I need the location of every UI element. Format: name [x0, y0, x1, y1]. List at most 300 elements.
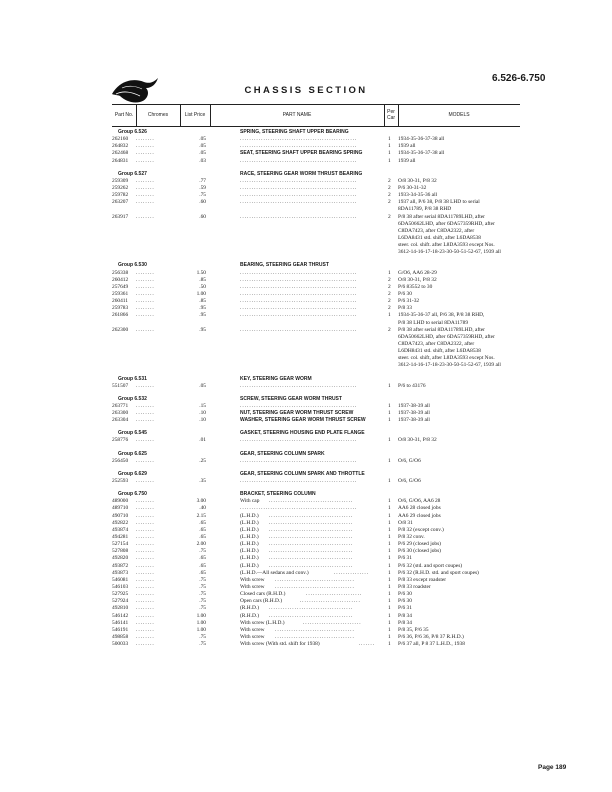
table-row — [112, 270, 532, 277]
leader-dots: ........ — [136, 555, 155, 562]
list-price: .95 — [199, 305, 206, 312]
models-cell: G/O6, AA6 28-29 — [398, 269, 437, 276]
leader-dots: ........ — [136, 150, 155, 157]
per-car: 1 — [388, 584, 391, 591]
table-row — [112, 383, 532, 390]
table-row — [112, 277, 532, 284]
list-price: 1.00 — [196, 619, 206, 626]
table-row — [112, 513, 532, 520]
models-cell: 6DA50662LHD, after 6DA57359RHD, after — [398, 333, 495, 340]
models-cell: 1937-38-39 all — [398, 417, 430, 424]
part-name: (R.H.D.) — [240, 605, 260, 612]
group-header-row — [112, 430, 532, 437]
continuation-row — [112, 320, 532, 327]
part-name: With screw (L.H.D.) — [240, 619, 285, 626]
part-number: 259361 — [112, 290, 129, 297]
leader-dots: ........ — [136, 192, 155, 199]
list-price: .75 — [199, 605, 206, 612]
list-price: .65 — [199, 519, 206, 526]
per-car: 1 — [388, 437, 391, 444]
leader-dots: ........ — [136, 136, 155, 143]
per-car: 1 — [388, 417, 391, 424]
models-cell: O/6, G/O6, AA6 28 — [398, 498, 441, 505]
part-name: With screw — [240, 626, 265, 633]
part-number: 546141 — [112, 619, 129, 626]
list-price: .05 — [199, 150, 206, 157]
group-header-row — [112, 376, 532, 383]
list-price: .85 — [199, 298, 206, 305]
leader-dots: .................................................. — [240, 312, 358, 319]
leader-dots: .................................................. — [240, 437, 358, 444]
continuation-row — [112, 221, 532, 228]
per-car: 1 — [388, 269, 391, 276]
leader-dots: .................................................. — [240, 457, 358, 464]
per-car: 1 — [388, 605, 391, 612]
page-number: Page 189 — [538, 764, 567, 771]
table-row — [112, 620, 532, 627]
group-header-row — [112, 171, 532, 178]
part-number: 264832 — [112, 143, 129, 150]
leader-dots: ........ — [136, 290, 155, 297]
part-number: 260411 — [112, 298, 128, 305]
leader-dots: ........ — [136, 478, 155, 485]
models-cell: P/8 32 (except conv.) — [398, 526, 444, 533]
models-cell: P/6 31 — [398, 555, 412, 562]
models-cell: P/6 30 — [398, 290, 412, 297]
per-car: 1 — [388, 526, 391, 533]
part-number: 261866 — [112, 312, 129, 319]
leader-dots: ........ — [136, 498, 155, 505]
list-price: .75 — [199, 641, 206, 648]
models-cell: P/6 31 — [398, 605, 412, 612]
leader-dots: .................................................. — [240, 269, 358, 276]
per-car: 2 — [388, 177, 391, 184]
leader-dots: ........ — [136, 598, 155, 605]
leader-dots: ....... — [358, 641, 376, 648]
part-number: 259262 — [112, 184, 129, 191]
part-name: With screw (With std. shift for 1938) — [240, 641, 320, 648]
leader-dots: ........ — [136, 519, 155, 526]
leader-dots: .................................................. — [240, 157, 358, 164]
models-cell: P/6 30-31-32 — [398, 184, 427, 191]
leader-dots: .................................... — [268, 541, 354, 548]
part-name: (L.H.D.) — [240, 534, 259, 541]
group-header-row — [112, 471, 532, 478]
group-header-row — [112, 451, 532, 458]
list-price: .75 — [199, 192, 206, 199]
part-number: 262468 — [112, 150, 129, 157]
per-car: 1 — [388, 634, 391, 640]
part-name: (L.H.D.) — [240, 526, 259, 533]
group-number: Group 6.526 — [118, 129, 147, 135]
models-cell: 1939 all — [398, 143, 416, 150]
leader-dots: .................................... — [268, 605, 354, 612]
part-name: NUT, STEERING GEAR WORM THRUST SCREW — [240, 410, 354, 417]
list-price: .65 — [199, 569, 206, 576]
part-number: 527924 — [112, 598, 129, 605]
list-price: .95 — [199, 312, 206, 319]
table-row — [112, 178, 532, 185]
models-cell: P/8 33 — [398, 305, 412, 312]
leader-dots: .................................... — [268, 612, 354, 619]
table-row — [112, 548, 532, 555]
leader-dots: ........ — [136, 199, 155, 206]
per-car: 1 — [388, 612, 391, 619]
per-car: 2 — [388, 326, 391, 333]
table-row — [112, 605, 532, 612]
part-name: (L.H.D.) — [240, 541, 259, 548]
models-cell: P/8 34 — [398, 612, 412, 619]
list-price: .65 — [199, 534, 206, 541]
list-price: .65 — [199, 526, 206, 533]
leader-dots: ........ — [136, 534, 155, 541]
list-price: .85 — [199, 276, 206, 283]
part-number: 263771 — [112, 402, 129, 409]
list-price: .50 — [199, 283, 206, 290]
models-cell: P/8 32 conv. — [398, 534, 425, 541]
leader-dots: ........ — [136, 213, 155, 220]
col-part-name: PART NAME — [282, 111, 312, 118]
part-number: 252593 — [112, 478, 129, 485]
models-cell: P/6 32 (std. and sport coupes) — [398, 562, 463, 569]
table-row — [112, 577, 532, 584]
leader-dots: ........ — [136, 437, 155, 444]
list-price: 1.50 — [196, 269, 206, 276]
table-row — [112, 192, 532, 199]
models-cell: AA6 29 closed jobs — [398, 512, 441, 519]
col-part-no: Part No. — [114, 111, 134, 118]
table-row — [112, 598, 532, 605]
per-car: 1 — [388, 143, 391, 150]
table-row — [112, 613, 532, 620]
table-row — [112, 298, 532, 305]
part-number: 263207 — [112, 199, 129, 206]
per-car: 1 — [388, 505, 391, 512]
models-cell: P/8 33 roadster — [398, 584, 431, 591]
part-number: 490710 — [112, 512, 129, 519]
list-price: .75 — [199, 584, 206, 591]
list-price: .77 — [199, 177, 206, 184]
table-row — [112, 136, 532, 143]
models-cell: C8DA7423, after C8DA2322, after — [398, 340, 475, 347]
list-price: .05 — [199, 382, 206, 389]
table-row — [112, 150, 532, 157]
models-cell: steer. col. shift. after L8DA3593 except Nos. — [398, 242, 495, 249]
list-price: .05 — [199, 143, 206, 150]
list-price: 2.00 — [196, 541, 206, 548]
leader-dots: .................................................. — [240, 290, 358, 297]
leader-dots: ........ — [136, 548, 155, 555]
leader-dots: .................................. — [275, 584, 355, 591]
models-cell: 1934-35-36-37 all, P/6 38, P/8 38 RHD, — [398, 312, 485, 319]
part-number: 256450 — [112, 457, 129, 464]
models-cell: P/6 30 — [398, 591, 412, 598]
per-car: 1 — [388, 402, 391, 409]
list-price: .05 — [199, 136, 206, 143]
part-number: 527808 — [112, 548, 129, 555]
part-number: 259309 — [112, 177, 129, 184]
models-cell: P/8 38 after serial 8DA11789LHD, after — [398, 326, 485, 333]
per-car: 1 — [388, 410, 391, 417]
list-price: .75 — [199, 634, 206, 640]
part-number: 527154 — [112, 541, 129, 548]
leader-dots: .................................................. — [240, 283, 358, 290]
part-name: (L.H.D.) — [240, 519, 259, 526]
part-number: 259783 — [112, 305, 129, 312]
group-number: Group 6.629 — [118, 470, 147, 477]
leader-dots: ........ — [136, 457, 155, 464]
group-range: 6.526-6.750 — [492, 73, 546, 84]
table-row — [112, 627, 532, 634]
leader-dots: .................................................. — [240, 402, 358, 409]
table-row — [112, 584, 532, 591]
table-row — [112, 327, 532, 334]
leader-dots: ........ — [136, 283, 155, 290]
models-cell: P/8 35, P/6 35 — [398, 626, 429, 633]
leader-dots: ........ — [136, 157, 155, 164]
part-name: With screw — [240, 584, 265, 591]
continuation-row — [112, 242, 532, 249]
part-number: 546142 — [112, 612, 129, 619]
leader-dots: ........ — [136, 562, 155, 569]
per-car: 2 — [388, 213, 391, 220]
per-car: 1 — [388, 562, 391, 569]
group-header-row — [112, 262, 532, 269]
per-car: 1 — [388, 457, 391, 464]
per-car: 1 — [388, 541, 391, 548]
leader-dots: ........ — [136, 626, 155, 633]
part-number: 546191 — [112, 626, 129, 633]
col-per-car: Per Car — [386, 109, 396, 121]
leader-dots: ........ — [136, 410, 155, 417]
col-models: MODELS — [448, 111, 470, 118]
part-name: BEARING, STEERING GEAR THRUST — [240, 262, 329, 269]
models-cell: P/6 to 43176 — [398, 382, 426, 389]
part-number: 262300 — [112, 326, 129, 333]
group-number: Group 6.750 — [118, 491, 147, 498]
list-price: .75 — [199, 591, 206, 598]
models-cell: O/8 31 — [398, 519, 413, 526]
models-cell: P/6 29 (closed jobs) — [398, 541, 441, 548]
leader-dots: .................................................. — [240, 505, 358, 512]
table-row — [112, 143, 532, 150]
part-number: 551507 — [112, 382, 129, 389]
per-car: 1 — [388, 576, 391, 583]
leader-dots: .................................... — [268, 498, 354, 505]
part-name: WASHER, STEERING GEAR WORM THRUST SCREW — [240, 417, 366, 424]
table-row — [112, 291, 532, 298]
part-number: 527925 — [112, 591, 129, 598]
models-cell: 8DA11789, P/8 38 RHD — [398, 206, 452, 213]
per-car: 1 — [388, 136, 391, 143]
part-name: BRACKET, STEERING COLUMN — [240, 491, 316, 498]
part-number: 492810 — [112, 605, 129, 612]
list-price: .75 — [199, 548, 206, 555]
table-row — [112, 305, 532, 312]
part-name: (L.H.D.) — [240, 562, 259, 569]
models-cell: O/8 30-31, P/8 32 — [398, 177, 437, 184]
part-number: 492820 — [112, 555, 129, 562]
per-car: 1 — [388, 591, 391, 598]
part-number: 256338 — [112, 269, 129, 276]
part-number: 263917 — [112, 213, 129, 220]
table-row — [112, 555, 532, 562]
leader-dots: ........ — [136, 312, 155, 319]
leader-dots: .................................................. — [240, 199, 358, 206]
leader-dots: ........ — [136, 591, 155, 598]
list-price: 1.00 — [196, 290, 206, 297]
part-number: 493873 — [112, 569, 129, 576]
leader-dots: .................................... — [268, 526, 354, 533]
per-car: 1 — [388, 498, 391, 505]
leader-dots: ........ — [136, 512, 155, 519]
leader-dots: .................................................. — [240, 184, 358, 191]
list-price: 1.00 — [196, 612, 206, 619]
leader-dots: .................................... — [268, 555, 354, 562]
group-number: Group 6.530 — [118, 262, 147, 269]
table-row — [112, 458, 532, 465]
table-row — [112, 498, 532, 505]
models-cell: 1934-35-36-37-38 all — [398, 136, 445, 143]
table-row — [112, 410, 532, 417]
models-cell: AA6 28 closed jobs — [398, 505, 441, 512]
part-number: 257649 — [112, 283, 129, 290]
table-row — [112, 199, 532, 206]
models-cell: P/8 34 — [398, 619, 412, 626]
list-price: 2.15 — [196, 512, 206, 519]
part-name: Closed cars (R.H.D.) — [240, 591, 286, 598]
part-number: 264831 — [112, 157, 129, 164]
table-row — [112, 185, 532, 192]
leader-dots: .................................................. — [240, 192, 358, 199]
table-row — [112, 570, 532, 577]
leader-dots: ........ — [136, 326, 155, 333]
section-title: CHASSIS SECTION — [244, 85, 368, 96]
part-number: 489000 — [112, 498, 129, 505]
part-name: (L.H.D.) — [240, 512, 259, 519]
part-name: (L.H.D.—All sedans and conv.) — [240, 569, 309, 576]
per-car: 2 — [388, 192, 391, 199]
part-number: 489710 — [112, 505, 129, 512]
models-cell: P/8 38 after serial 8DA11789LHD, after — [398, 213, 485, 220]
part-name: SPRING, STEERING SHAFT UPPER BEARING — [240, 129, 349, 135]
part-number: 498858 — [112, 634, 129, 640]
group-number: Group 6.545 — [118, 430, 147, 437]
part-name: SCREW, STEERING GEAR WORM THRUST — [240, 395, 342, 402]
table-row — [112, 417, 532, 424]
leader-dots: .................................... — [268, 519, 354, 526]
group-number: Group 6.625 — [118, 450, 147, 457]
per-car: 2 — [388, 283, 391, 290]
part-number: 493874 — [112, 526, 129, 533]
models-cell: P/6 36, P/6 36, P/8 37 R.H.D.) — [398, 634, 464, 640]
per-car: 1 — [388, 478, 391, 485]
leader-dots: .................................... — [268, 548, 354, 555]
table-row — [112, 403, 532, 410]
table-row — [112, 563, 532, 570]
models-cell: 1933-34-35-36 all — [398, 192, 438, 199]
models-cell: 3612-14-16-17-18-23-30-50-51-52-67, 1939 all — [398, 362, 501, 369]
continuation-row — [112, 249, 532, 256]
list-price: .10 — [199, 410, 206, 417]
models-cell: P/6 30 — [398, 598, 412, 605]
table-row — [112, 284, 532, 291]
leader-dots: .......................... — [299, 598, 361, 605]
leader-dots: .................................................. — [240, 177, 358, 184]
list-price: 1.00 — [196, 626, 206, 633]
part-name: With screw — [240, 634, 265, 640]
leader-dots: .................................................. — [240, 143, 358, 150]
leader-dots: ........ — [136, 526, 155, 533]
continuation-row — [112, 355, 532, 362]
models-cell: O/6, G/O6 — [398, 457, 421, 464]
part-number: 492822 — [112, 519, 129, 526]
group-header-row — [112, 396, 532, 403]
part-number: 260412 — [112, 276, 129, 283]
list-price: .10 — [199, 417, 206, 424]
models-cell: 1934-35-36-37-38 all — [398, 150, 445, 157]
group-number: Group 6.531 — [118, 375, 147, 382]
part-number: 263300 — [112, 410, 129, 417]
col-list-price: List Price — [184, 111, 206, 118]
part-number: 494281 — [112, 534, 129, 541]
leader-dots: ........ — [136, 584, 155, 591]
models-cell: P/6 31-32 — [398, 298, 420, 305]
per-car: 1 — [388, 555, 391, 562]
list-price: .75 — [199, 576, 206, 583]
leader-dots: .................................................. — [240, 305, 358, 312]
leader-dots: ........ — [136, 305, 155, 312]
models-cell: O/6, G/O6 — [398, 478, 421, 485]
models-cell: L6DA8431 std. shift, after L6DA8538 — [398, 234, 481, 241]
per-car: 1 — [388, 150, 391, 157]
per-car: 1 — [388, 569, 391, 576]
per-car: 2 — [388, 276, 391, 283]
leader-dots: ........ — [136, 382, 155, 389]
continuation-row — [112, 206, 532, 213]
list-price: 3.00 — [196, 498, 206, 505]
leader-dots: ........ — [136, 641, 155, 648]
part-name: (L.H.D.) — [240, 548, 259, 555]
leader-dots: ........ — [136, 619, 155, 626]
table-row — [112, 534, 532, 541]
list-price: .95 — [199, 326, 206, 333]
per-car: 1 — [388, 312, 391, 319]
leader-dots: .................................................. — [240, 213, 358, 220]
table-row — [112, 634, 532, 641]
models-cell: C8DA7423, after C8DA2322, after — [398, 227, 475, 234]
leader-dots: .................................. — [275, 576, 355, 583]
part-number: 258776 — [112, 437, 129, 444]
part-name: KEY, STEERING GEAR WORM — [240, 375, 312, 382]
models-cell: steer. col. shift, after L8DA3593 except Nos. — [398, 355, 495, 362]
leader-dots: ........ — [136, 612, 155, 619]
table-row — [112, 158, 532, 165]
part-name: SEAT, STEERING SHAFT UPPER BEARING SPRING — [240, 150, 363, 157]
models-cell: P/8 33 except roadster — [398, 576, 447, 583]
leader-dots: .................................................. — [240, 276, 358, 283]
leader-dots: ........ — [136, 576, 155, 583]
continuation-row — [112, 228, 532, 235]
models-cell: 1937-38-39 all — [398, 410, 430, 417]
models-cell: 6DA50662LHD, after 6DA57359RHD, after — [398, 220, 495, 227]
per-car: 1 — [388, 534, 391, 541]
leader-dots: ............... — [333, 569, 370, 576]
table-row — [112, 541, 532, 548]
per-car: 1 — [388, 641, 391, 648]
models-cell: O/8 30-31, P/8 32 — [398, 276, 437, 283]
models-cell: L6DH8431 std. shift, after L6DA8538 — [398, 348, 481, 355]
